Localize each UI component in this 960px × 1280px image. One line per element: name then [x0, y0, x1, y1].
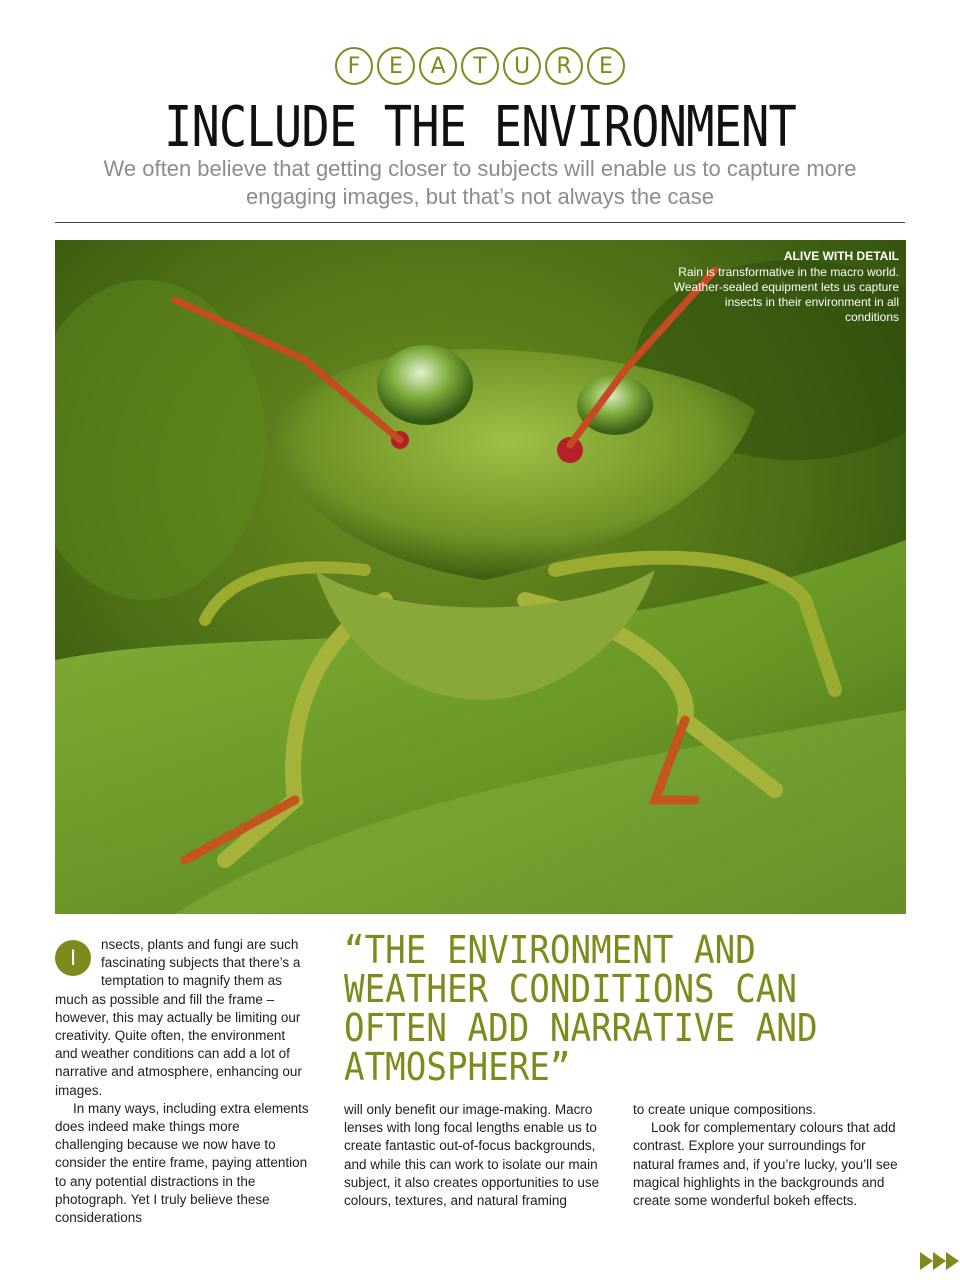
- standfirst: We often believe that getting closer to subjects will enable us to capture more engaging images, but that’s not always the case: [103, 156, 857, 209]
- triple-chevron-right-icon[interactable]: [920, 1252, 959, 1270]
- shield-bug-illustration: [55, 240, 906, 914]
- feature-letter: U: [503, 47, 541, 85]
- body-paragraph: Look for complementary colours that add contrast. Explore your surroundings for natural frames and, if you’re lucky, you’ll see magical highlights in the backgrounds and create some wonderful bokeh effects.: [633, 1120, 898, 1209]
- feature-letter: E: [377, 47, 415, 85]
- feature-letter: E: [587, 47, 625, 85]
- page-title: INCLUDE THE ENVIRONMENT: [163, 95, 797, 160]
- pull-quote: “THE ENVIRONMENT AND WEATHER CONDITIONS CAN OFTEN ADD NARRATIVE AND ATMOSPHERE”: [344, 928, 818, 1089]
- drop-cap: I: [55, 940, 91, 976]
- body-paragraph: will only benefit our image-making. Macro lenses with long focal lengths enable us to create fantastic out-of-focus backgrounds, and while this can work to isolate our main subject, it also creates opportunities to use colours, textures, and natural framing: [344, 1102, 600, 1209]
- insect-photo: [55, 240, 906, 914]
- body-paragraph: nsects, plants and fungi are such fascinating subjects that there’s a temptation to magnify them as much as possible and fill the frame –however, this may actually be limiting our creativity. Quite often, the environment and weather conditions can add a lot of narrative and atmosphere, enhancing our images.: [55, 937, 302, 1098]
- chevron-right-icon: [920, 1252, 933, 1270]
- feature-letter: A: [419, 47, 457, 85]
- body-column-2: [344, 1101, 606, 1210]
- body-column-1: [55, 936, 310, 1227]
- feature-letter: T: [461, 47, 499, 85]
- chevron-right-icon: [933, 1252, 946, 1270]
- feature-letter: F: [335, 47, 373, 85]
- body-paragraph: In many ways, including extra elements does indeed make things more challenging because we now have to consider the entire frame, paying attention to any potential distractions in the photograph. Yet I truly believe these considerations: [55, 1100, 309, 1226]
- body-paragraph: to create unique compositions.: [633, 1102, 817, 1117]
- feature-label: [0, 47, 960, 85]
- chevron-right-icon: [946, 1252, 959, 1270]
- caption-title: ALIVE WITH DETAIL: [783, 249, 899, 263]
- body-column-3: [633, 1101, 905, 1210]
- divider: [55, 222, 905, 223]
- photo-caption: [669, 249, 899, 325]
- feature-letter: R: [545, 47, 583, 85]
- caption-text: Rain is transformative in the macro world. Weather-sealed equipment lets us capture insects in their environment in all conditions: [673, 265, 899, 324]
